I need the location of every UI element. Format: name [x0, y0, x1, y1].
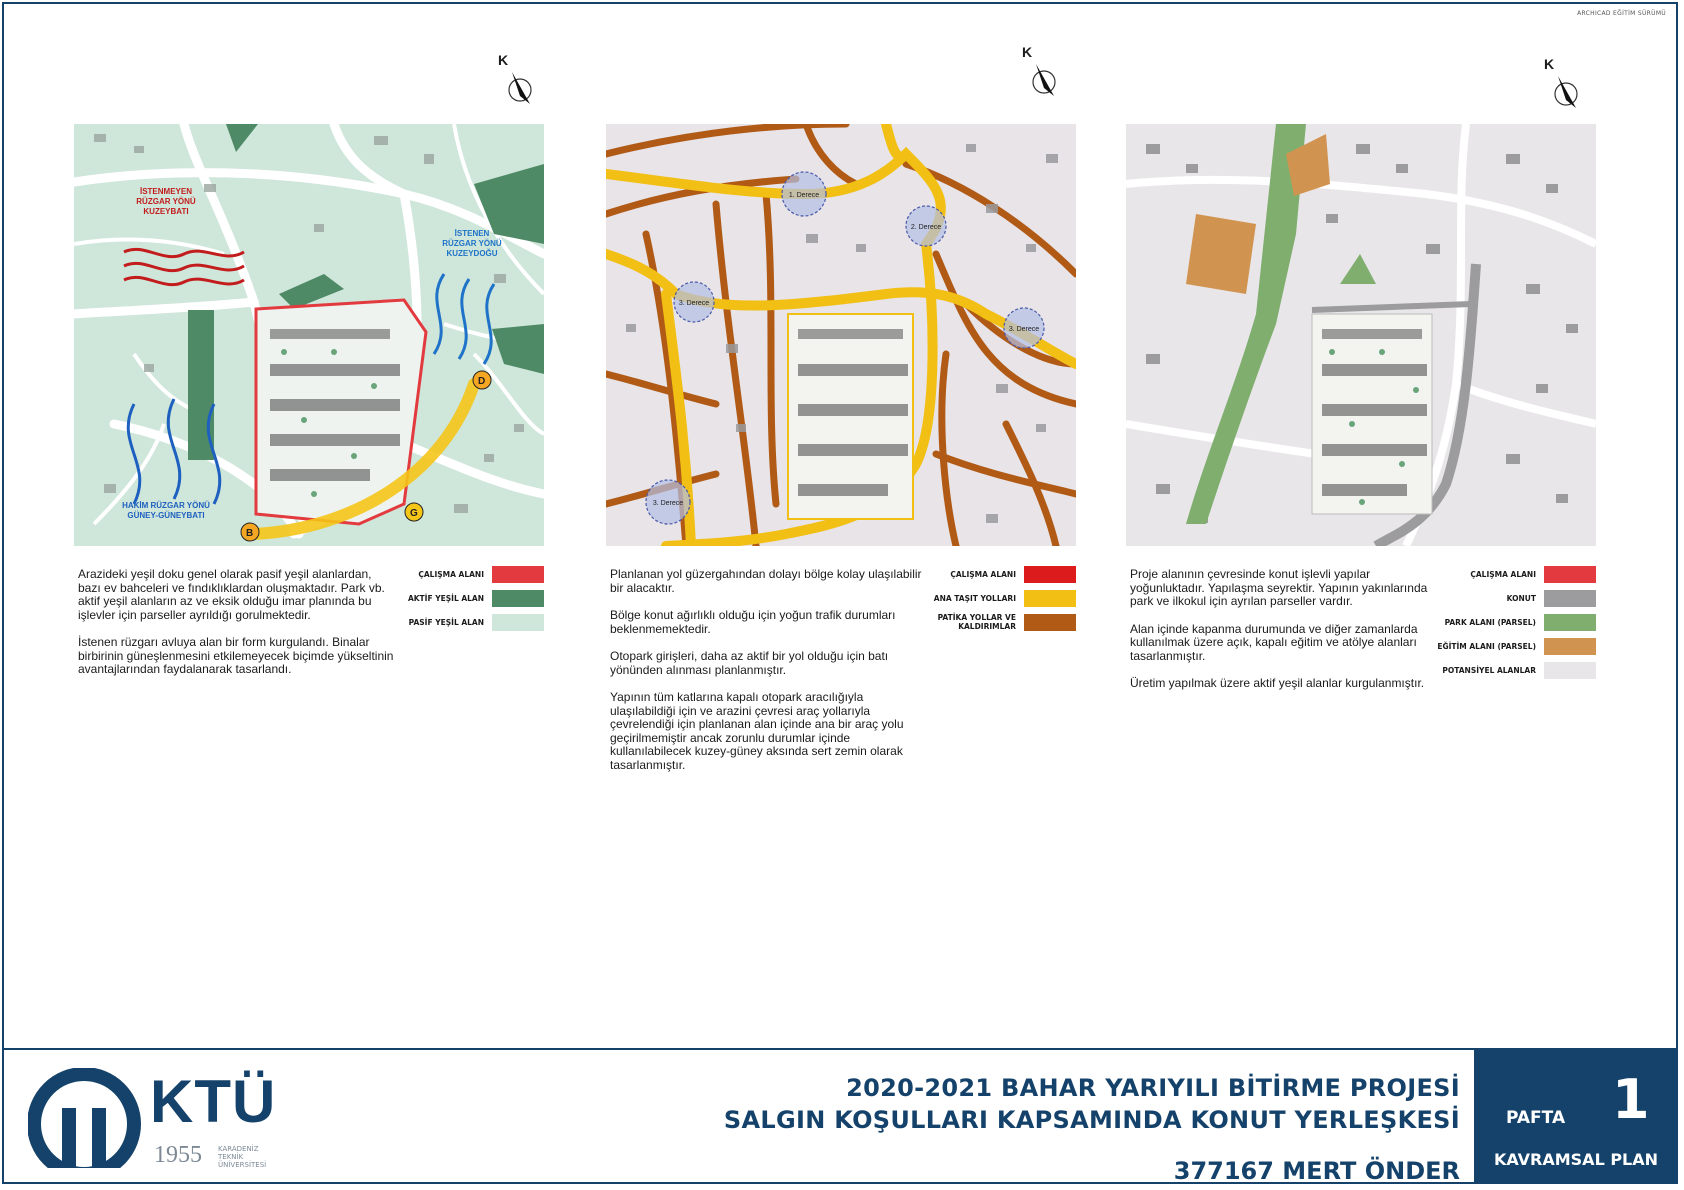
north-arrow-icon [1030, 58, 1058, 102]
north-arrow-icon [1552, 70, 1580, 114]
north-arrow [498, 52, 538, 116]
legend-swatch [492, 614, 544, 631]
paragraph: Yapının tüm katlarına kapalı otopark aracılığıyla ulaşılabildiği için ve arazini çevresi araç yollarıyla çevrelendiği için planlanan alan içinde ana bir araç yolu geçirilmemiştir ancak zorunlu durumlar içinde kullanılabilecek kuzey-güney aksında sert zemin olarak tasarlanmıştır. [610, 690, 904, 772]
map-wind-green [74, 124, 544, 546]
sun-label-d: D [478, 376, 486, 387]
legend-label: ÇALIŞMA ALANI [950, 569, 1016, 579]
paragraph: Arazideki yeşil doku genel olarak pasif yeşil alanlardan, bazı ev bahceleri ve fındıklıklardan oluşmaktadır. Park vb. aktif yeşil alanların az ve eksik olduğu imar planında bu işlevler için parseller ayrıldığı gorulmektedir. [78, 567, 385, 622]
legend-label: KONUT [1506, 593, 1536, 603]
wind-wanted-label-3: KUZEYDOĞU [446, 249, 498, 258]
legend-swatch [1024, 614, 1076, 631]
logo-year: 1955 [154, 1142, 202, 1168]
legend-label: AKTİF YEŞİL ALAN [407, 593, 484, 603]
panel2-description [610, 568, 928, 786]
legend-swatch [492, 566, 544, 583]
legend-label: EĞİTİM ALANI (PARSEL) [1437, 641, 1536, 651]
sun-label-g: G [410, 508, 418, 519]
north-letter: K [1544, 56, 1555, 72]
legend-swatch [1544, 662, 1596, 679]
legend-swatch [1544, 566, 1596, 583]
legend-swatch [492, 590, 544, 607]
paragraph: Proje alanının çevresinde konut işlevli yapılar yoğunluktadır. Yapılaşma seyrektir. Yapının yakınlarında park ve ilkokul için ayrılan parseller vardır. [1130, 567, 1428, 608]
paragraph: Bölge konut ağırlıklı olduğu için yoğun trafik durumları beklenmemektedir. [610, 608, 896, 636]
legend-label: PARK ALANI (PARSEL) [1444, 617, 1536, 627]
logo-university-line: KARADENİZ [218, 1145, 259, 1153]
logo-text: KTÜ [150, 1068, 277, 1135]
legend-label: ÇALIŞMA ALANI [1470, 569, 1536, 579]
title-block [2, 1048, 1678, 1184]
legend-item [384, 586, 544, 610]
legend-swatch [1024, 566, 1076, 583]
panel2-legend [916, 562, 1076, 634]
paragraph: Üretim yapılmak üzere aktif yeşil alanlar kurgulanmıştır. [1130, 676, 1425, 690]
paragraph: Otopark girişleri, daha az aktif bir yol olduğu için batı yönünden alınması planlanmıştır. [610, 649, 889, 677]
node-label: 3. Derece [652, 500, 684, 507]
legend-item [1436, 658, 1596, 682]
legend-label: POTANSİYEL ALANLAR [1442, 665, 1536, 675]
node-label: 3. Derece [678, 300, 710, 307]
legend-item [1436, 562, 1596, 586]
legend-label: ÇALIŞMA ALANI [418, 569, 484, 579]
logo-university [218, 1145, 288, 1169]
north-letter: K [498, 52, 509, 68]
legend-label: PASİF YEŞİL ALAN [408, 617, 484, 627]
wind-wanted-label-2: RÜZGAR YÖNÜ [442, 239, 502, 248]
panel1-description [78, 568, 396, 691]
legend-item [384, 562, 544, 586]
wind-unwanted-label-2: RÜZGAR YÖNÜ [136, 197, 196, 206]
watermark: ARCHICAD EĞİTİM SÜRÜMÜ [1577, 10, 1666, 17]
sun-label-b: B [246, 528, 254, 539]
north-arrow [1544, 56, 1584, 120]
paragraph: Planlanan yol güzergahından dolayı bölge kolay ulaşılabilir bir alacaktır. [610, 567, 922, 595]
legend-item [916, 586, 1076, 610]
legend-swatch [1544, 614, 1596, 631]
panel3-legend [1436, 562, 1596, 682]
panel3-description [1130, 568, 1448, 705]
legend-item [1436, 586, 1596, 610]
legend-item [1436, 610, 1596, 634]
project-titles [724, 1072, 1460, 1186]
ktu-emblem-icon [28, 1068, 148, 1178]
sheet-box [1474, 1050, 1678, 1184]
logo-university-line: TEKNİK ÜNİVERSİTESİ [218, 1153, 267, 1169]
node-label: 3. Derece [1008, 326, 1040, 333]
north-letter: K [1022, 44, 1033, 60]
map-landuse [1126, 124, 1596, 546]
ktu-logo [28, 1068, 288, 1178]
paragraph: İstenen rüzgarı avluya alan bir form kurgulandı. Binalar birbirinin güneşlenmesini etkilemeyecek biçimde yükseltinin avantajlarından faydalanarak tasarlandı. [78, 635, 394, 676]
sheet-label: PAFTA [1506, 1108, 1566, 1128]
legend-swatch [1544, 638, 1596, 655]
legend-item [916, 562, 1076, 586]
legend-item [384, 610, 544, 634]
legend-label: ANA TAŞIT YOLLARI [933, 593, 1016, 603]
legend-label: PATİKA YOLLAR VE KALDIRIMLAR [937, 613, 1016, 631]
project-title-line2: SALGIN KOŞULLARI KAPSAMINDA KONUT YERLEŞKESİ [723, 1106, 1460, 1134]
paragraph: Alan içinde kapanma durumunda ve diğer zamanlarda kullanılmak üzere açık, kapalı eğitim ve atölye alanları tasarlanmıştır. [1130, 621, 1418, 663]
legend-item [916, 610, 1076, 634]
wind-wanted-label-1: İSTENEN [454, 229, 490, 238]
panel1-legend [384, 562, 544, 634]
north-arrow-icon [506, 66, 534, 110]
wind-dominant-label-1: HAKİM RÜZGAR YÖNÜ [122, 501, 210, 510]
node-label: 1. Derece [788, 192, 820, 199]
wind-dominant-label-2: GÜNEY-GÜNEYBATI [127, 511, 205, 520]
sheet-title: KAVRAMSAL PLAN [1493, 1150, 1659, 1169]
project-title-line1: 2020-2021 BAHAR YARIYILI BİTİRME PROJESİ [846, 1074, 1460, 1102]
wind-unwanted-label-3: KUZEYBATI [143, 207, 189, 216]
legend-item [1436, 634, 1596, 658]
wind-unwanted-label-1: İSTENMEYEN [139, 187, 193, 196]
legend-swatch [1024, 590, 1076, 607]
north-arrow [1022, 44, 1062, 108]
author: 377167 MERT ÖNDER [1173, 1157, 1460, 1185]
legend-swatch [1544, 590, 1596, 607]
sheet-number: 1 [1612, 1068, 1650, 1131]
map-transport [606, 124, 1076, 546]
node-label: 2. Derece [910, 224, 942, 231]
